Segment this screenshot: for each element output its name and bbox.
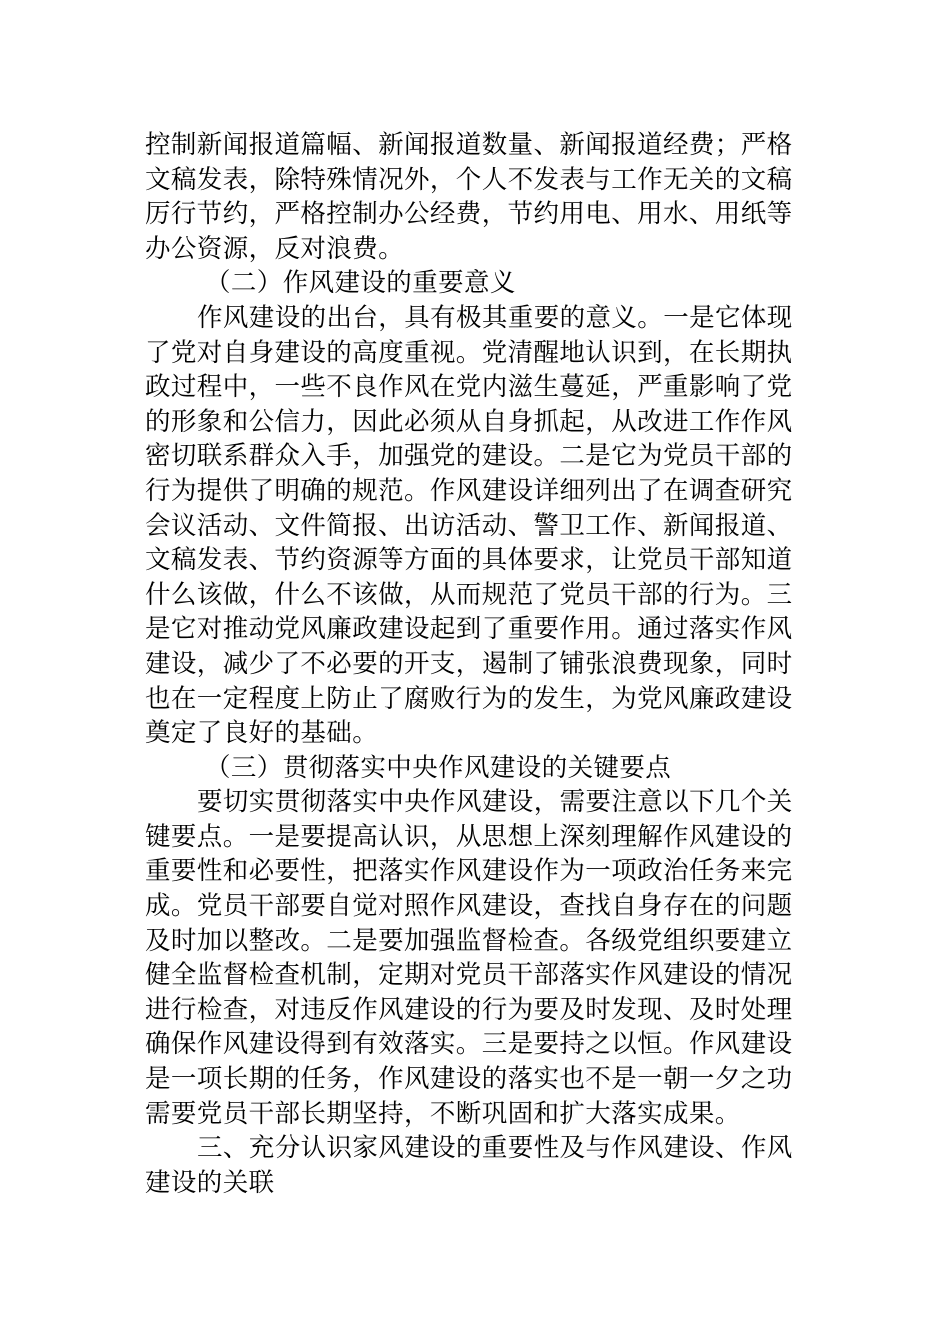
text-line: 政过程中，一些不良作风在党内滋生蔓延，严重影响了党 bbox=[145, 372, 793, 403]
text-line: 文稿发表，除特殊情况外，个人不发表与工作无关的文稿 bbox=[145, 164, 793, 195]
text-line: 会议活动、文件简报、出访活动、警卫工作、新闻报道、 bbox=[145, 510, 793, 541]
text-line: 要切实贯彻落实中央作风建设，需要注意以下几个关 bbox=[197, 787, 793, 818]
text-line: 键要点。一是要提高认识，从思想上深刻理解作风建设的 bbox=[145, 821, 793, 852]
text-line: 是它对推动党风廉政建设起到了重要作用。通过落实作风 bbox=[145, 614, 793, 645]
text-line: 控制新闻报道篇幅、新闻报道数量、新闻报道经费；严格 bbox=[145, 130, 793, 160]
text-line: 也在一定程度上防止了腐败行为的发生，为党风廉政建设 bbox=[145, 683, 793, 714]
text-line: 什么该做，什么不该做，从而规范了党员干部的行为。三 bbox=[145, 579, 793, 610]
text-line: 健全监督检查机制，定期对党员干部落实作风建设的情况 bbox=[145, 960, 793, 991]
text-line: 厉行节约，严格控制办公经费，节约用电、用水、用纸等 bbox=[145, 199, 793, 230]
text-line: 确保作风建设得到有效落实。三是要持之以恒。作风建设 bbox=[145, 1029, 793, 1060]
text-line: 进行检查，对违反作风建设的行为要及时发现、及时处理 bbox=[145, 994, 793, 1025]
text-line: 了党对自身建设的高度重视。党清醒地认识到，在长期执 bbox=[145, 337, 793, 368]
text-line: 建设，减少了不必要的开支，遏制了铺张浪费现象，同时 bbox=[145, 648, 793, 679]
text-line: 作风建设的出台，具有极其重要的意义。一是它体现 bbox=[197, 302, 793, 333]
text-line: 办公资源，反对浪费。 bbox=[145, 233, 405, 264]
text-line: 成。党员干部要自觉对照作风建设，查找自身存在的问题 bbox=[145, 891, 793, 922]
text-line: 及时加以整改。二是要加强监督检查。各级党组织要建立 bbox=[145, 925, 793, 956]
text-line: 文稿发表、节约资源等方面的具体要求，让党员干部知道 bbox=[145, 545, 793, 576]
text-line: 是一项长期的任务，作风建设的落实也不是一朝一夕之功 bbox=[145, 1064, 793, 1095]
text-line: 密切联系群众入手，加强党的建设。二是它为党员干部的 bbox=[145, 441, 793, 472]
subsection-heading: （三）贯彻落实中央作风建设的关键要点 bbox=[205, 752, 672, 783]
section-heading-continuation: 建设的关联 bbox=[145, 1167, 275, 1198]
document-body bbox=[145, 128, 807, 1200]
text-line: 重要性和必要性，把落实作风建设作为一项政治任务来完 bbox=[145, 856, 793, 887]
text-line: 行为提供了明确的规范。作风建设详细列出了在调查研究 bbox=[145, 475, 793, 506]
text-line: 的形象和公信力，因此必须从自身抓起，从改进工作作风 bbox=[145, 406, 793, 437]
text-line: 需要党员干部长期坚持，不断巩固和扩大落实成果。 bbox=[145, 1098, 741, 1129]
text-line: 奠定了良好的基础。 bbox=[145, 718, 379, 749]
subsection-heading: （二）作风建设的重要意义 bbox=[205, 268, 516, 299]
section-heading: 三、充分认识家风建设的重要性及与作风建设、作风 bbox=[197, 1133, 793, 1164]
